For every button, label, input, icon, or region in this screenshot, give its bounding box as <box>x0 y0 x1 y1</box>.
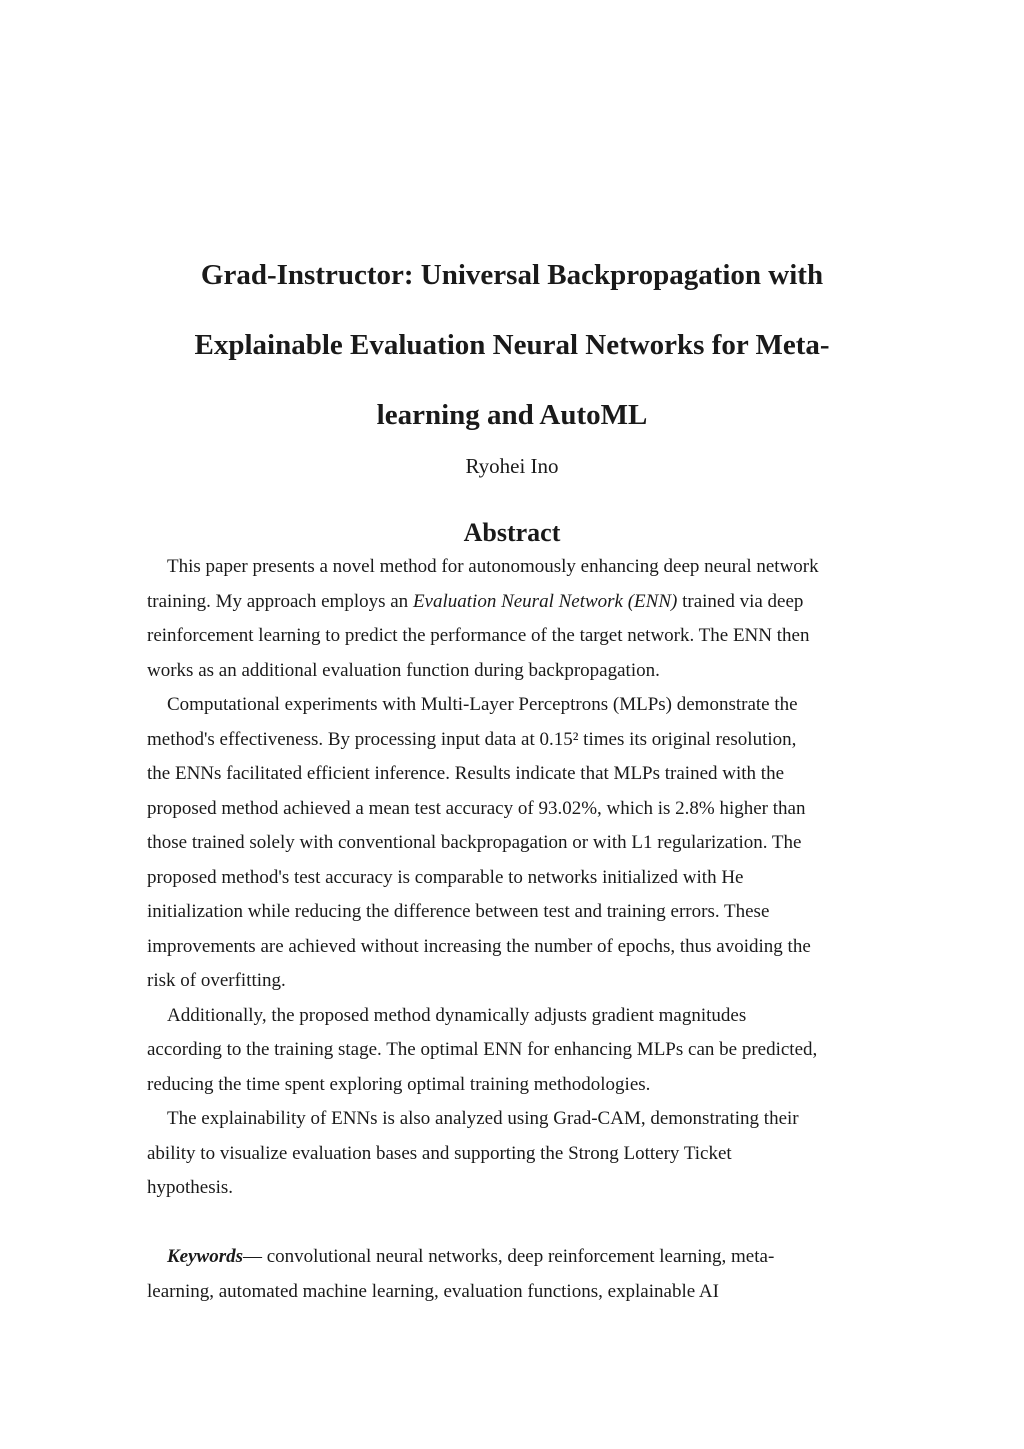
abstract-paragraph-3: Additionally, the proposed method dynamically adjusts gradient magnitudes according to the training stage. The optimal ENN for enhancing MLPs can be predicted, reducing the time spent exploring optimal training methodologies. <box>147 1004 818 1095</box>
abstract-paragraph-1 <box>147 550 887 688</box>
title-line-3: learning and AutoML <box>376 399 648 431</box>
abstract-p1-before: This paper presents a novel method for autonomously enhancing deep neural network training. My approach employs an <box>147 556 819 612</box>
keywords-text: — convolutional neural networks, deep reinforcement learning, meta- learning, automated machine learning, evaluation functions, explainable AI <box>147 1246 775 1302</box>
abstract-p1-after: trained via deep reinforcement learning to predict the performance of the target network. The ENN then works as an additional evaluation function during backpropagation. <box>147 590 810 681</box>
keywords-label: Keywords <box>167 1246 243 1267</box>
abstract-p1-emphasis: Evaluation Neural Network (ENN) <box>412 590 678 612</box>
abstract-heading: Abstract <box>463 518 561 547</box>
abstract-paragraph-2: Computational experiments with Multi-Layer Perceptrons (MLPs) demonstrate the method's effectiveness. By processing input data at 0.15² times its original resolution, the ENNs facilitated efficient inference. Results indicate that MLPs trained with the proposed method achieved a mean test accuracy of 93.02%, which is 2.8% higher than those trained solely with conventional backpropagation or with L1 regularization. The proposed method's test accuracy is comparable to networks initialized with He initialization while reducing the difference between test and training errors. These improvements are achieved without increasing the number of epochs, thus avoiding the risk of overfitting. <box>147 694 811 991</box>
paper-title <box>120 240 904 450</box>
abstract-paragraph-4: The explainability of ENNs is also analyzed using Grad-CAM, demonstrating their ability to visualize evaluation bases and supporting the Strong Lottery Ticket hypothesis. <box>147 1108 799 1198</box>
author-name: Ryohei Ino <box>465 454 559 478</box>
title-line-1: Grad-Instructor: Universal Backpropagation with <box>200 259 824 291</box>
title-line-2: Explainable Evaluation Neural Networks for Meta- <box>194 329 830 361</box>
keywords-section <box>147 1240 887 1309</box>
abstract-body <box>147 550 887 1206</box>
